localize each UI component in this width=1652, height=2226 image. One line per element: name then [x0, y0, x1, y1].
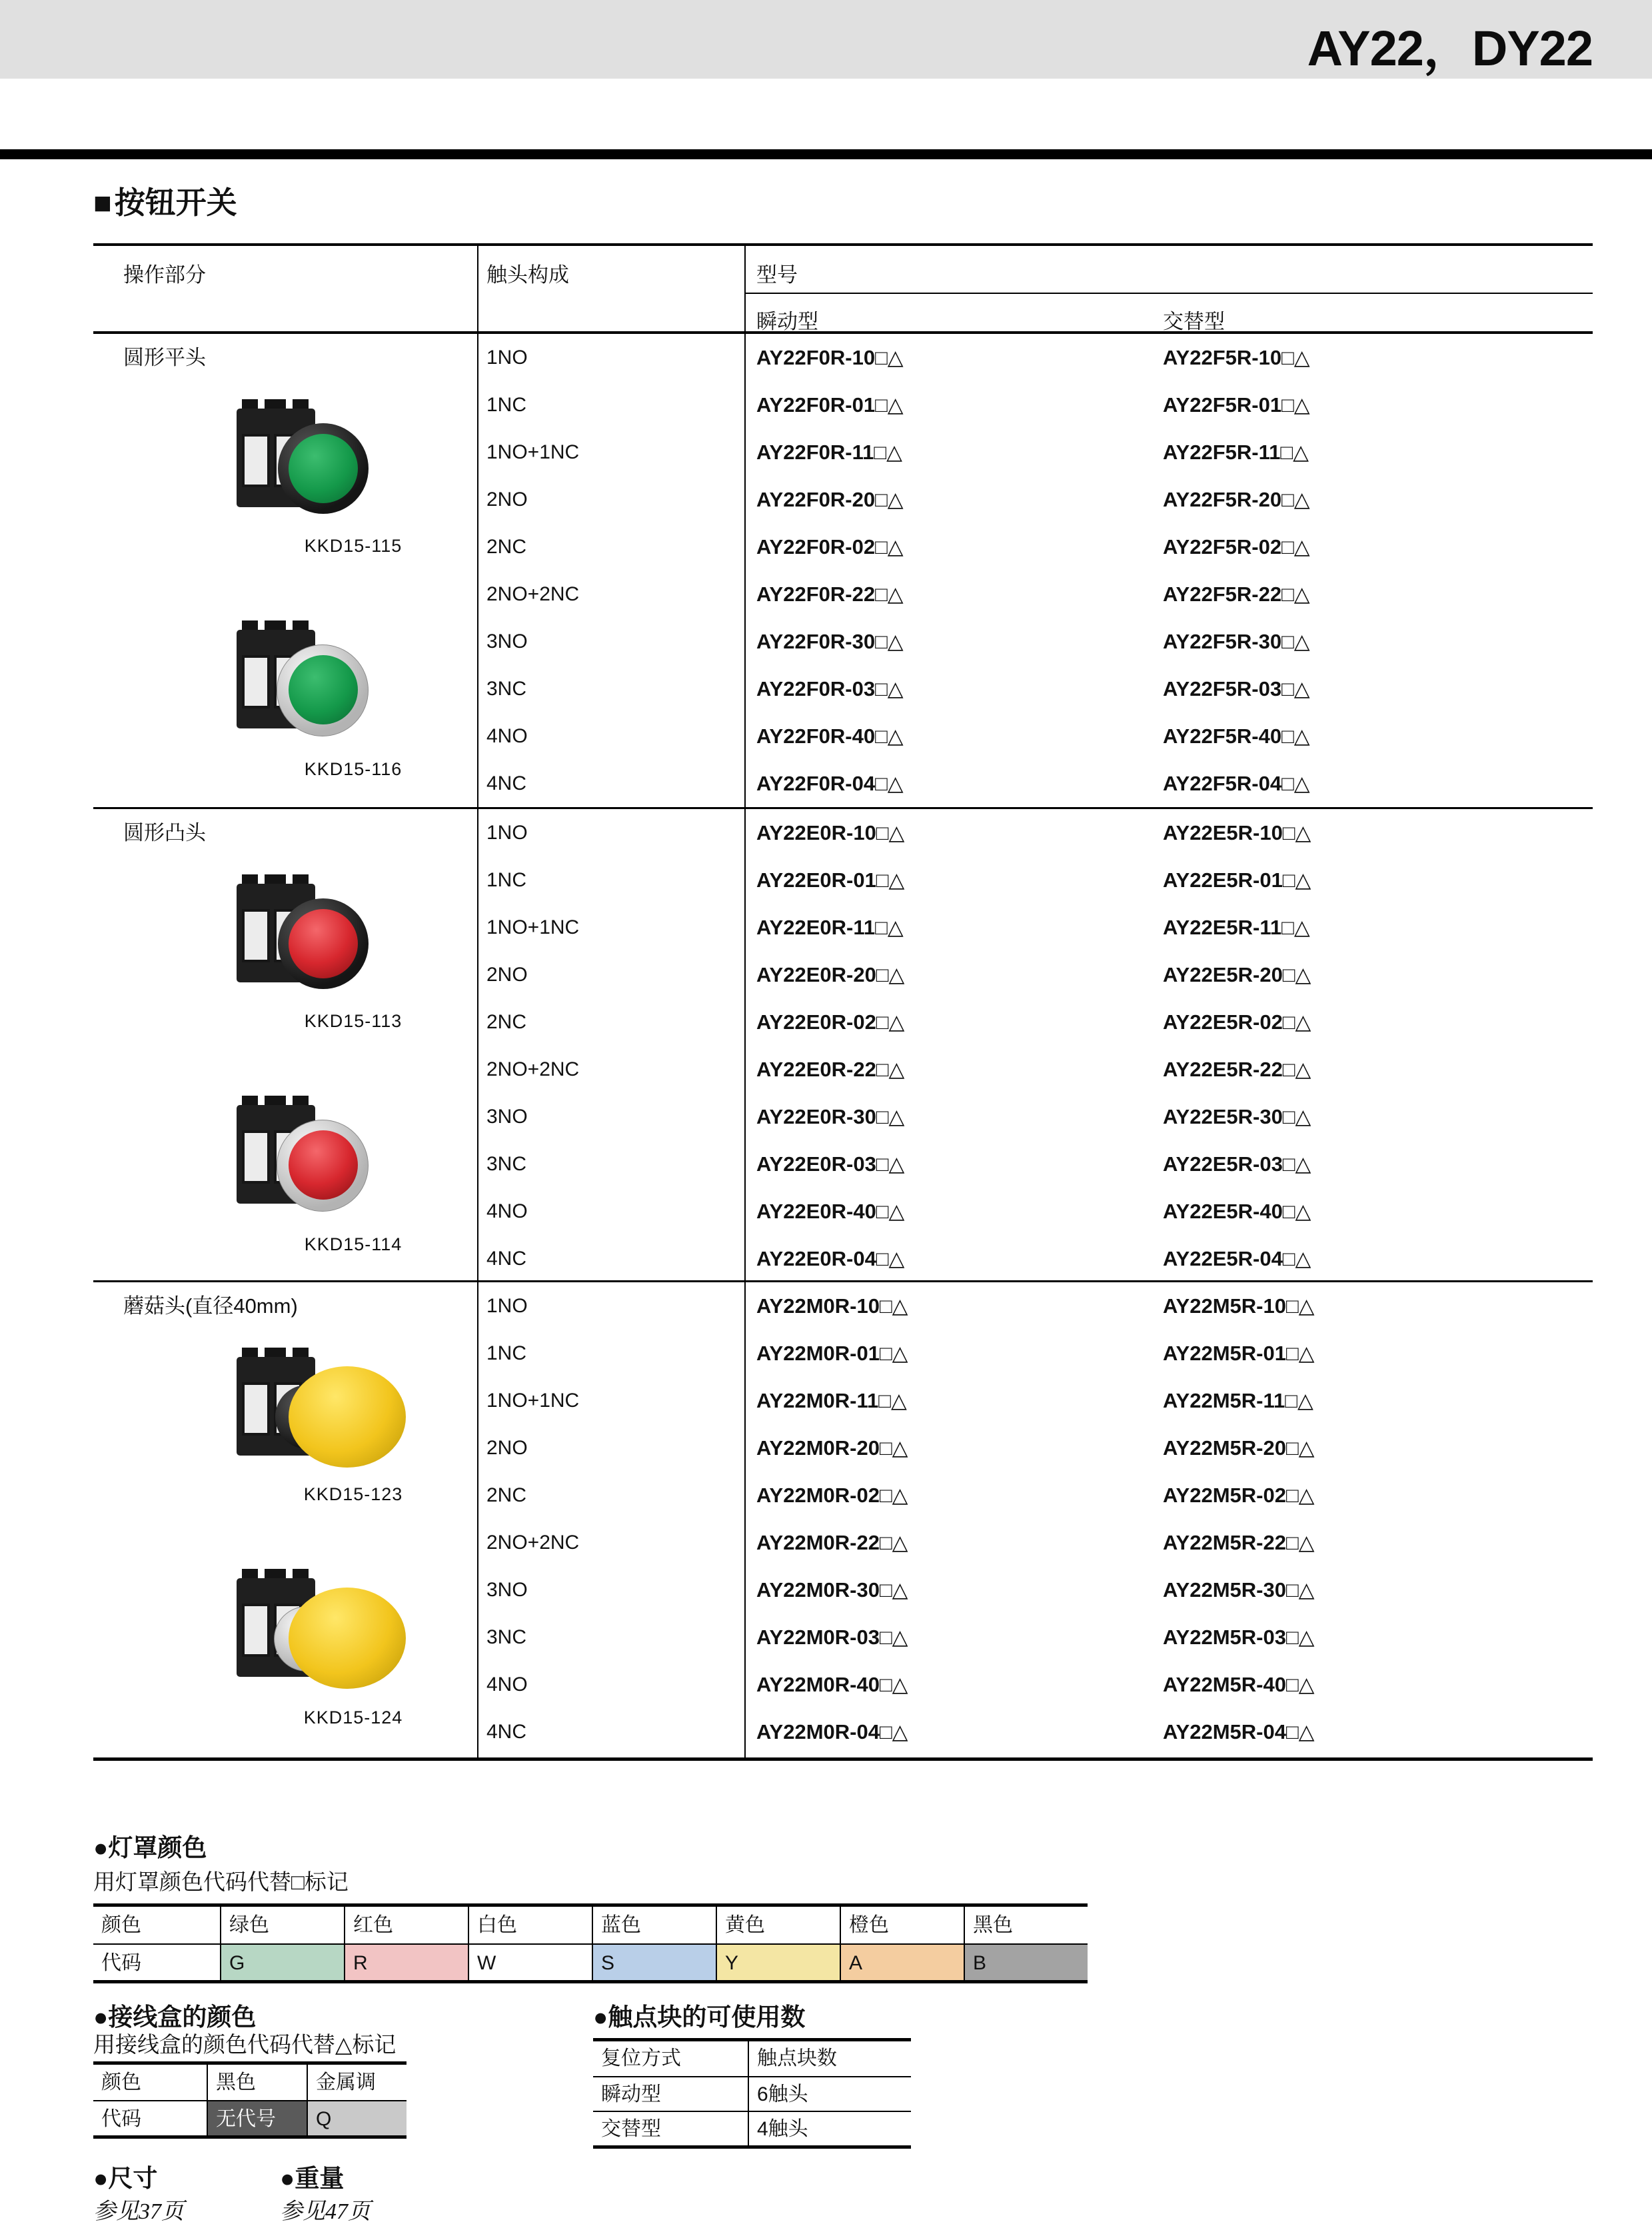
dimensions-heading: ●尺寸 [93, 2165, 158, 2192]
table-row [93, 1046, 1593, 1093]
model-alternate-cell: AY22E5R-03□△ [1163, 1152, 1311, 1176]
contact-block [242, 1130, 270, 1184]
contact-block [242, 909, 270, 962]
contact-cell: 4NO [486, 1200, 528, 1222]
model-alternate-cell: AY22F5R-20□△ [1163, 488, 1310, 511]
box-color-subtitle: 用接线盒的颜色代码代替△标记 [93, 2032, 397, 2057]
model-momentary-cell: AY22E0R-10□△ [756, 821, 905, 844]
model-alternate-cell: AY22M5R-10□△ [1163, 1294, 1315, 1318]
table-row [93, 570, 1593, 618]
model-momentary-cell: AY22F0R-01□△ [756, 393, 904, 417]
model-alternate-cell: AY22F5R-03□△ [1163, 677, 1310, 700]
model-alternate-cell: AY22E5R-01□△ [1163, 868, 1311, 892]
table-row [93, 334, 1593, 381]
model-alternate-cell: AY22F5R-04□△ [1163, 772, 1310, 795]
model-momentary-cell: AY22M0R-11□△ [756, 1389, 907, 1412]
lens-color-code-swatch: W [468, 1943, 592, 1980]
contact-cell: 3NC [486, 1153, 527, 1175]
table-row [93, 809, 1593, 856]
button-cap-red [289, 909, 358, 978]
button-cap-yellow-mushroom [289, 1588, 406, 1689]
box-color-code-swatch: 无代号 [207, 2100, 307, 2135]
table-group-round-extended [93, 807, 1593, 1282]
contact-cell: 1NO [486, 1295, 528, 1317]
model-momentary-cell: AY22E0R-22□△ [756, 1058, 905, 1081]
header-divider-bar [0, 149, 1652, 159]
section-heading-text: 按钮开关 [114, 185, 237, 220]
model-momentary-cell: AY22F0R-11□△ [756, 441, 902, 464]
contact-cell: 1NO [486, 347, 528, 369]
photo-caption: KKD15-115 [304, 536, 403, 556]
lens-color-name: 红色 [344, 1907, 468, 1943]
model-momentary-cell: AY22M0R-20□△ [756, 1436, 908, 1460]
model-alternate-cell: AY22E5R-11□△ [1163, 916, 1310, 939]
box-color-table [93, 2061, 407, 2139]
section-heading [93, 179, 237, 223]
contact-cell: 4NC [486, 772, 527, 794]
pushbutton-model-table [93, 243, 1593, 1761]
model-alternate-cell: AY22M5R-04□△ [1163, 1720, 1315, 1743]
table-group-round-flat [93, 334, 1593, 807]
product-photo-flat-silver-bezel [237, 620, 403, 757]
table-row [93, 1519, 1593, 1566]
contact-cell: 1NC [486, 1342, 527, 1364]
column-header-contacts: 触头构成 [486, 263, 569, 287]
model-momentary-cell: AY22F0R-10□△ [756, 346, 904, 369]
model-momentary-cell: AY22E0R-30□△ [756, 1105, 905, 1128]
product-photo-flat-black-bezel [237, 399, 403, 536]
lens-color-code-swatch: A [840, 1943, 964, 1980]
model-momentary-cell: AY22F0R-22□△ [756, 582, 904, 606]
contact-cell: 1NO+1NC [486, 1390, 580, 1412]
photo-caption: KKD15-124 [303, 1707, 403, 1727]
photo-caption: KKD15-123 [303, 1484, 403, 1504]
weight-note: 参见47页 [280, 2199, 371, 2224]
contact-blocks-reset-cell: 瞬动型 [593, 2076, 748, 2111]
contact-cell: 3NO [486, 630, 528, 652]
contact-blocks-table [593, 2038, 911, 2149]
model-momentary-cell: AY22F0R-30□△ [756, 630, 904, 653]
contact-cell: 2NC [486, 536, 527, 558]
model-alternate-cell: AY22F5R-40□△ [1163, 724, 1310, 748]
contact-cell: 4NO [486, 1673, 528, 1695]
lens-color-name: 橙色 [840, 1907, 964, 1943]
lens-color-row-label: 颜色 [101, 1914, 141, 1936]
lens-color-code-swatch: R [344, 1943, 468, 1980]
lens-color-name: 黄色 [716, 1907, 840, 1943]
photo-caption: KKD15-113 [304, 1011, 403, 1031]
contact-blocks-reset-cell: 交替型 [593, 2111, 748, 2145]
contact-cell: 3NC [486, 678, 527, 700]
contact-cell: 4NC [486, 1248, 527, 1270]
contact-cell: 3NO [486, 1106, 528, 1128]
contact-blocks-col-count: 触点块数 [748, 2041, 911, 2076]
model-alternate-cell: AY22F5R-22□△ [1163, 582, 1310, 606]
contact-cell: 4NC [486, 1721, 527, 1743]
lens-color-code-swatch: Y [716, 1943, 840, 1980]
model-momentary-cell: AY22E0R-11□△ [756, 916, 904, 939]
model-alternate-cell: AY22M5R-01□△ [1163, 1342, 1315, 1365]
model-alternate-cell: AY22E5R-40□△ [1163, 1200, 1311, 1223]
lens-color-name: 绿色 [220, 1907, 344, 1943]
model-alternate-cell: AY22E5R-04□△ [1163, 1247, 1311, 1270]
contact-cell: 2NC [486, 1484, 527, 1506]
column-header-model: 型号 [756, 263, 798, 287]
model-momentary-cell: AY22M0R-02□△ [756, 1484, 908, 1507]
contact-block [242, 1382, 270, 1436]
group-label: 圆形凸头 [123, 821, 206, 844]
model-momentary-cell: AY22M0R-04□△ [756, 1720, 908, 1743]
model-alternate-cell: AY22M5R-22□△ [1163, 1531, 1315, 1554]
model-alternate-cell: AY22E5R-30□△ [1163, 1105, 1311, 1128]
model-momentary-cell: AY22E0R-01□△ [756, 868, 905, 892]
model-momentary-cell: AY22M0R-22□△ [756, 1531, 908, 1554]
contact-blocks-col-reset: 复位方式 [601, 2047, 681, 2069]
model-momentary-cell: AY22M0R-03□△ [756, 1626, 908, 1649]
page-header-band [0, 0, 1652, 79]
model-momentary-cell: AY22M0R-40□△ [756, 1673, 908, 1696]
weight-heading: ●重量 [280, 2165, 345, 2192]
contact-cell: 1NO+1NC [486, 916, 580, 938]
photo-caption: KKD15-114 [304, 1234, 403, 1254]
lens-color-table [93, 1903, 1088, 1983]
model-alternate-cell: AY22F5R-10□△ [1163, 346, 1310, 369]
model-momentary-cell: AY22F0R-20□△ [756, 488, 904, 511]
table-row [93, 1282, 1593, 1330]
button-cap-red [289, 1130, 358, 1200]
contact-block [242, 434, 270, 487]
contact-cell: 3NO [486, 1579, 528, 1601]
product-photo-extended-silver-bezel [237, 1096, 403, 1232]
model-momentary-cell: AY22E0R-04□△ [756, 1247, 905, 1270]
model-momentary-cell: AY22E0R-03□△ [756, 1152, 905, 1176]
contact-block [242, 655, 270, 708]
lens-color-heading: ●灯罩颜色 [93, 1834, 207, 1861]
model-momentary-cell: AY22F0R-40□△ [756, 724, 904, 748]
model-alternate-cell: AY22M5R-20□△ [1163, 1436, 1315, 1460]
product-photo-mushroom-silver-bezel [237, 1569, 403, 1705]
button-cap-green [289, 655, 358, 724]
contact-cell: 2NC [486, 1011, 527, 1033]
group-label: 圆形平头 [123, 346, 206, 369]
model-alternate-cell: AY22M5R-11□△ [1163, 1389, 1313, 1412]
box-color-row-label: 颜色 [101, 2071, 141, 2093]
model-alternate-cell: AY22E5R-10□△ [1163, 821, 1311, 844]
lens-color-name: 蓝色 [592, 1907, 716, 1943]
contact-cell: 3NC [486, 1626, 527, 1648]
contact-block [242, 1604, 270, 1657]
model-momentary-cell: AY22F0R-02□△ [756, 535, 904, 558]
box-code-row-label: 代码 [93, 2100, 207, 2135]
contact-cell: 4NO [486, 725, 528, 747]
box-color-heading: ●接线盒的颜色 [93, 2003, 257, 2031]
button-cap-yellow-mushroom [289, 1366, 406, 1468]
table-group-mushroom [93, 1280, 1593, 1759]
model-momentary-cell: AY22M0R-10□△ [756, 1294, 908, 1318]
column-header-alternate: 交替型 [1163, 310, 1225, 333]
model-alternate-cell: AY22M5R-03□△ [1163, 1626, 1315, 1649]
model-alternate-cell: AY22F5R-11□△ [1163, 441, 1309, 464]
model-header-divider [744, 293, 1593, 294]
model-alternate-cell: AY22M5R-30□△ [1163, 1578, 1315, 1602]
contact-cell: 2NO+2NC [486, 583, 580, 605]
lens-color-code-swatch: G [220, 1943, 344, 1980]
model-alternate-cell: AY22E5R-22□△ [1163, 1058, 1311, 1081]
contact-cell: 2NO+2NC [486, 1532, 580, 1554]
contact-cell: 1NC [486, 869, 527, 891]
button-cap-green [289, 434, 358, 503]
box-color-name: 黑色 [207, 2065, 307, 2100]
model-momentary-cell: AY22M0R-01□△ [756, 1342, 908, 1365]
model-momentary-cell: AY22E0R-40□△ [756, 1200, 905, 1223]
contact-blocks-count-cell: 6触头 [748, 2076, 911, 2111]
model-alternate-cell: AY22E5R-02□△ [1163, 1010, 1311, 1034]
model-momentary-cell: AY22F0R-03□△ [756, 677, 904, 700]
product-photo-extended-black-bezel [237, 874, 403, 1011]
contact-cell: 1NC [486, 394, 527, 416]
lens-color-code-swatch: S [592, 1943, 716, 1980]
lens-color-code-swatch: B [964, 1943, 1088, 1980]
group-label: 蘑菇头(直径40mm) [123, 1294, 298, 1318]
square-bullet-icon: ■ [93, 185, 112, 220]
lens-color-name: 黑色 [964, 1907, 1088, 1943]
lens-color-name: 白色 [468, 1907, 592, 1943]
contact-cell: 2NO [486, 1437, 528, 1459]
dimensions-note: 参见37页 [93, 2199, 184, 2224]
box-color-name: 金属调 [307, 2065, 407, 2100]
contact-cell: 2NO [486, 964, 528, 986]
product-photo-mushroom-black-bezel [237, 1348, 403, 1484]
contact-cell: 2NO+2NC [486, 1058, 580, 1080]
contact-cell: 2NO [486, 489, 528, 511]
model-alternate-cell: AY22E5R-20□△ [1163, 963, 1311, 986]
contact-cell: 1NO+1NC [486, 441, 580, 463]
lens-color-subtitle: 用灯罩颜色代码代替□标记 [93, 1869, 349, 1894]
photo-caption: KKD15-116 [304, 759, 403, 779]
contact-blocks-heading: ●触点块的可使用数 [593, 2003, 806, 2031]
page-title: AY22，DY22 [1307, 21, 1593, 76]
box-color-code-swatch: Q [307, 2100, 407, 2135]
model-alternate-cell: AY22F5R-30□△ [1163, 630, 1310, 653]
contact-cell: 1NO [486, 822, 528, 844]
model-momentary-cell: AY22F0R-04□△ [756, 772, 904, 795]
model-alternate-cell: AY22M5R-40□△ [1163, 1673, 1315, 1696]
contact-blocks-count-cell: 4触头 [748, 2111, 911, 2145]
column-header-operation: 操作部分 [123, 263, 206, 287]
model-momentary-cell: AY22E0R-02□△ [756, 1010, 905, 1034]
model-momentary-cell: AY22M0R-30□△ [756, 1578, 908, 1602]
model-momentary-cell: AY22E0R-20□△ [756, 963, 905, 986]
lens-code-row-label: 代码 [93, 1943, 220, 1980]
column-header-momentary: 瞬动型 [756, 310, 818, 333]
model-alternate-cell: AY22F5R-01□△ [1163, 393, 1310, 417]
model-alternate-cell: AY22M5R-02□△ [1163, 1484, 1315, 1507]
model-alternate-cell: AY22F5R-02□△ [1163, 535, 1310, 558]
